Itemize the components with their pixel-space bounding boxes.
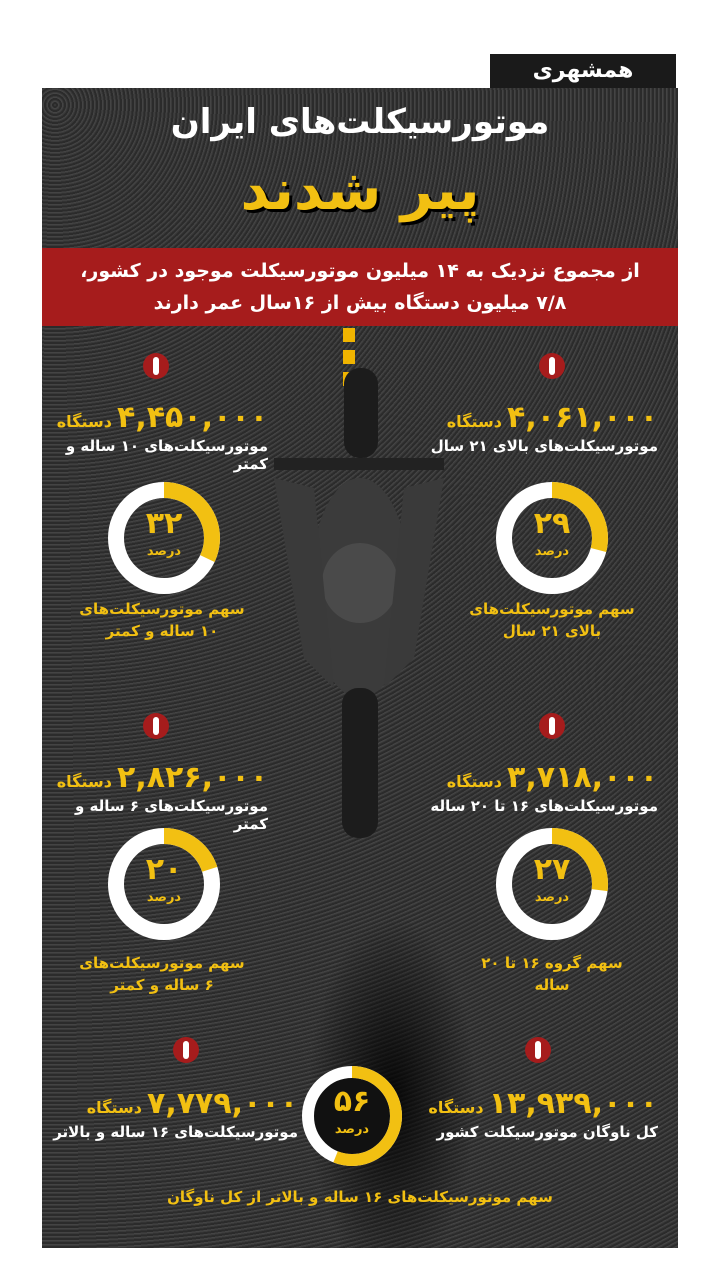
unit-label: دستگاه (86, 1098, 142, 1117)
unit-label: دستگاه (428, 1098, 484, 1117)
desc-over-21: موتورسیکلت‌های بالای ۲۱ سال (430, 437, 658, 455)
donut-16-and-over (300, 1064, 404, 1168)
caption-line2: ۱۰ ساله و کمتر (105, 622, 219, 640)
percent-16-and-over: ۵۶ (333, 1084, 371, 1119)
caption-line1: سهم موتورسیکلت‌های (469, 600, 635, 618)
unit-label: دستگاه (446, 412, 502, 431)
desc-16-20: موتورسیکلت‌های ۱۶ تا ۲۰ ساله (430, 797, 658, 815)
donut-over-21 (494, 480, 610, 596)
donut-16-20 (494, 826, 610, 942)
stat-10-or-less (48, 400, 268, 473)
motorcycle-icon (538, 712, 566, 744)
motorcycle-icon (538, 352, 566, 384)
count-10-or-less: ۴,۴۵۰,۰۰۰ (117, 400, 268, 435)
percent-6-or-less: ۲۰ (145, 852, 183, 887)
count-16-20: ۳,۷۱۸,۰۰۰ (507, 760, 658, 795)
unit-label: دستگاه (446, 772, 502, 791)
summary-banner (42, 248, 678, 326)
stat-6-or-less (48, 760, 268, 833)
percent-label: درصد (534, 890, 570, 905)
unit-label: دستگاه (56, 772, 112, 791)
motorcycle-icon (524, 1036, 552, 1068)
percent-10-or-less: ۳۲ (145, 506, 183, 541)
motorcycle-icon (172, 1036, 200, 1068)
count-over-21: ۴,۰۶۱,۰۰۰ (507, 400, 658, 435)
caption-line1: سهم موتورسیکلت‌های (79, 954, 245, 972)
percent-label: درصد (534, 544, 570, 559)
stat-16-and-over (48, 1086, 298, 1141)
percent-over-21: ۲۹ (533, 506, 571, 541)
caption-line1: سهم گروه ۱۶ تا ۲۰ ساله (481, 954, 623, 994)
stat-total-fleet (408, 1086, 658, 1141)
stat-16-20 (388, 760, 658, 815)
desc-16-and-over: موتورسیکلت‌های ۱۶ ساله و بالاتر (53, 1123, 298, 1141)
percent-label: درصد (146, 890, 182, 905)
percent-label: درصد (146, 544, 182, 559)
motorcycle-icon (142, 712, 170, 744)
caption-6-or-less (72, 952, 252, 996)
count-total-fleet: ۱۳,۹۳۹,۰۰۰ (488, 1086, 658, 1121)
caption-16-20 (462, 952, 642, 996)
count-16-and-over: ۷,۷۷۹,۰۰۰ (147, 1086, 298, 1121)
stat-over-21 (388, 400, 658, 455)
infographic (42, 88, 678, 1248)
caption-10-or-less (72, 598, 252, 642)
percent-16-20: ۲۷ (533, 852, 571, 887)
unit-label: دستگاه (56, 412, 112, 431)
banner-line2: ۷/۸ میلیون دستگاه بیش از ۱۶سال عمر دارند (153, 292, 567, 314)
title-line2: پیر شدند (240, 158, 480, 223)
donut-10-or-less (106, 480, 222, 596)
count-6-or-less: ۲,۸۲۶,۰۰۰ (117, 760, 268, 795)
publisher-logo: همشهری (490, 54, 676, 88)
caption-line1: سهم موتورسیکلت‌های (79, 600, 245, 618)
desc-total-fleet: کل ناوگان موتورسیکلت کشور (436, 1123, 658, 1141)
banner-line1: از مجموع نزدیک به ۱۴ میلیون موتورسیکلت موجود در کشور، (80, 260, 640, 282)
percent-label: درصد (334, 1122, 370, 1137)
caption-line2: ۶ ساله و کمتر (110, 976, 214, 994)
motorcycle-icon (142, 352, 170, 384)
desc-10-or-less: موتورسیکلت‌های ۱۰ ساله و کمتر (65, 437, 268, 473)
caption-16-and-over: سهم موتورسیکلت‌های ۱۶ ساله و بالاتر از کل ناوگان (167, 1188, 553, 1206)
caption-line2: بالای ۲۱ سال (502, 622, 602, 640)
desc-6-or-less: موتورسیکلت‌های ۶ ساله و کمتر (74, 797, 268, 833)
caption-over-21 (462, 598, 642, 642)
donut-6-or-less (106, 826, 222, 942)
title-line1: موتورسیکلت‌های ایران (170, 102, 550, 142)
